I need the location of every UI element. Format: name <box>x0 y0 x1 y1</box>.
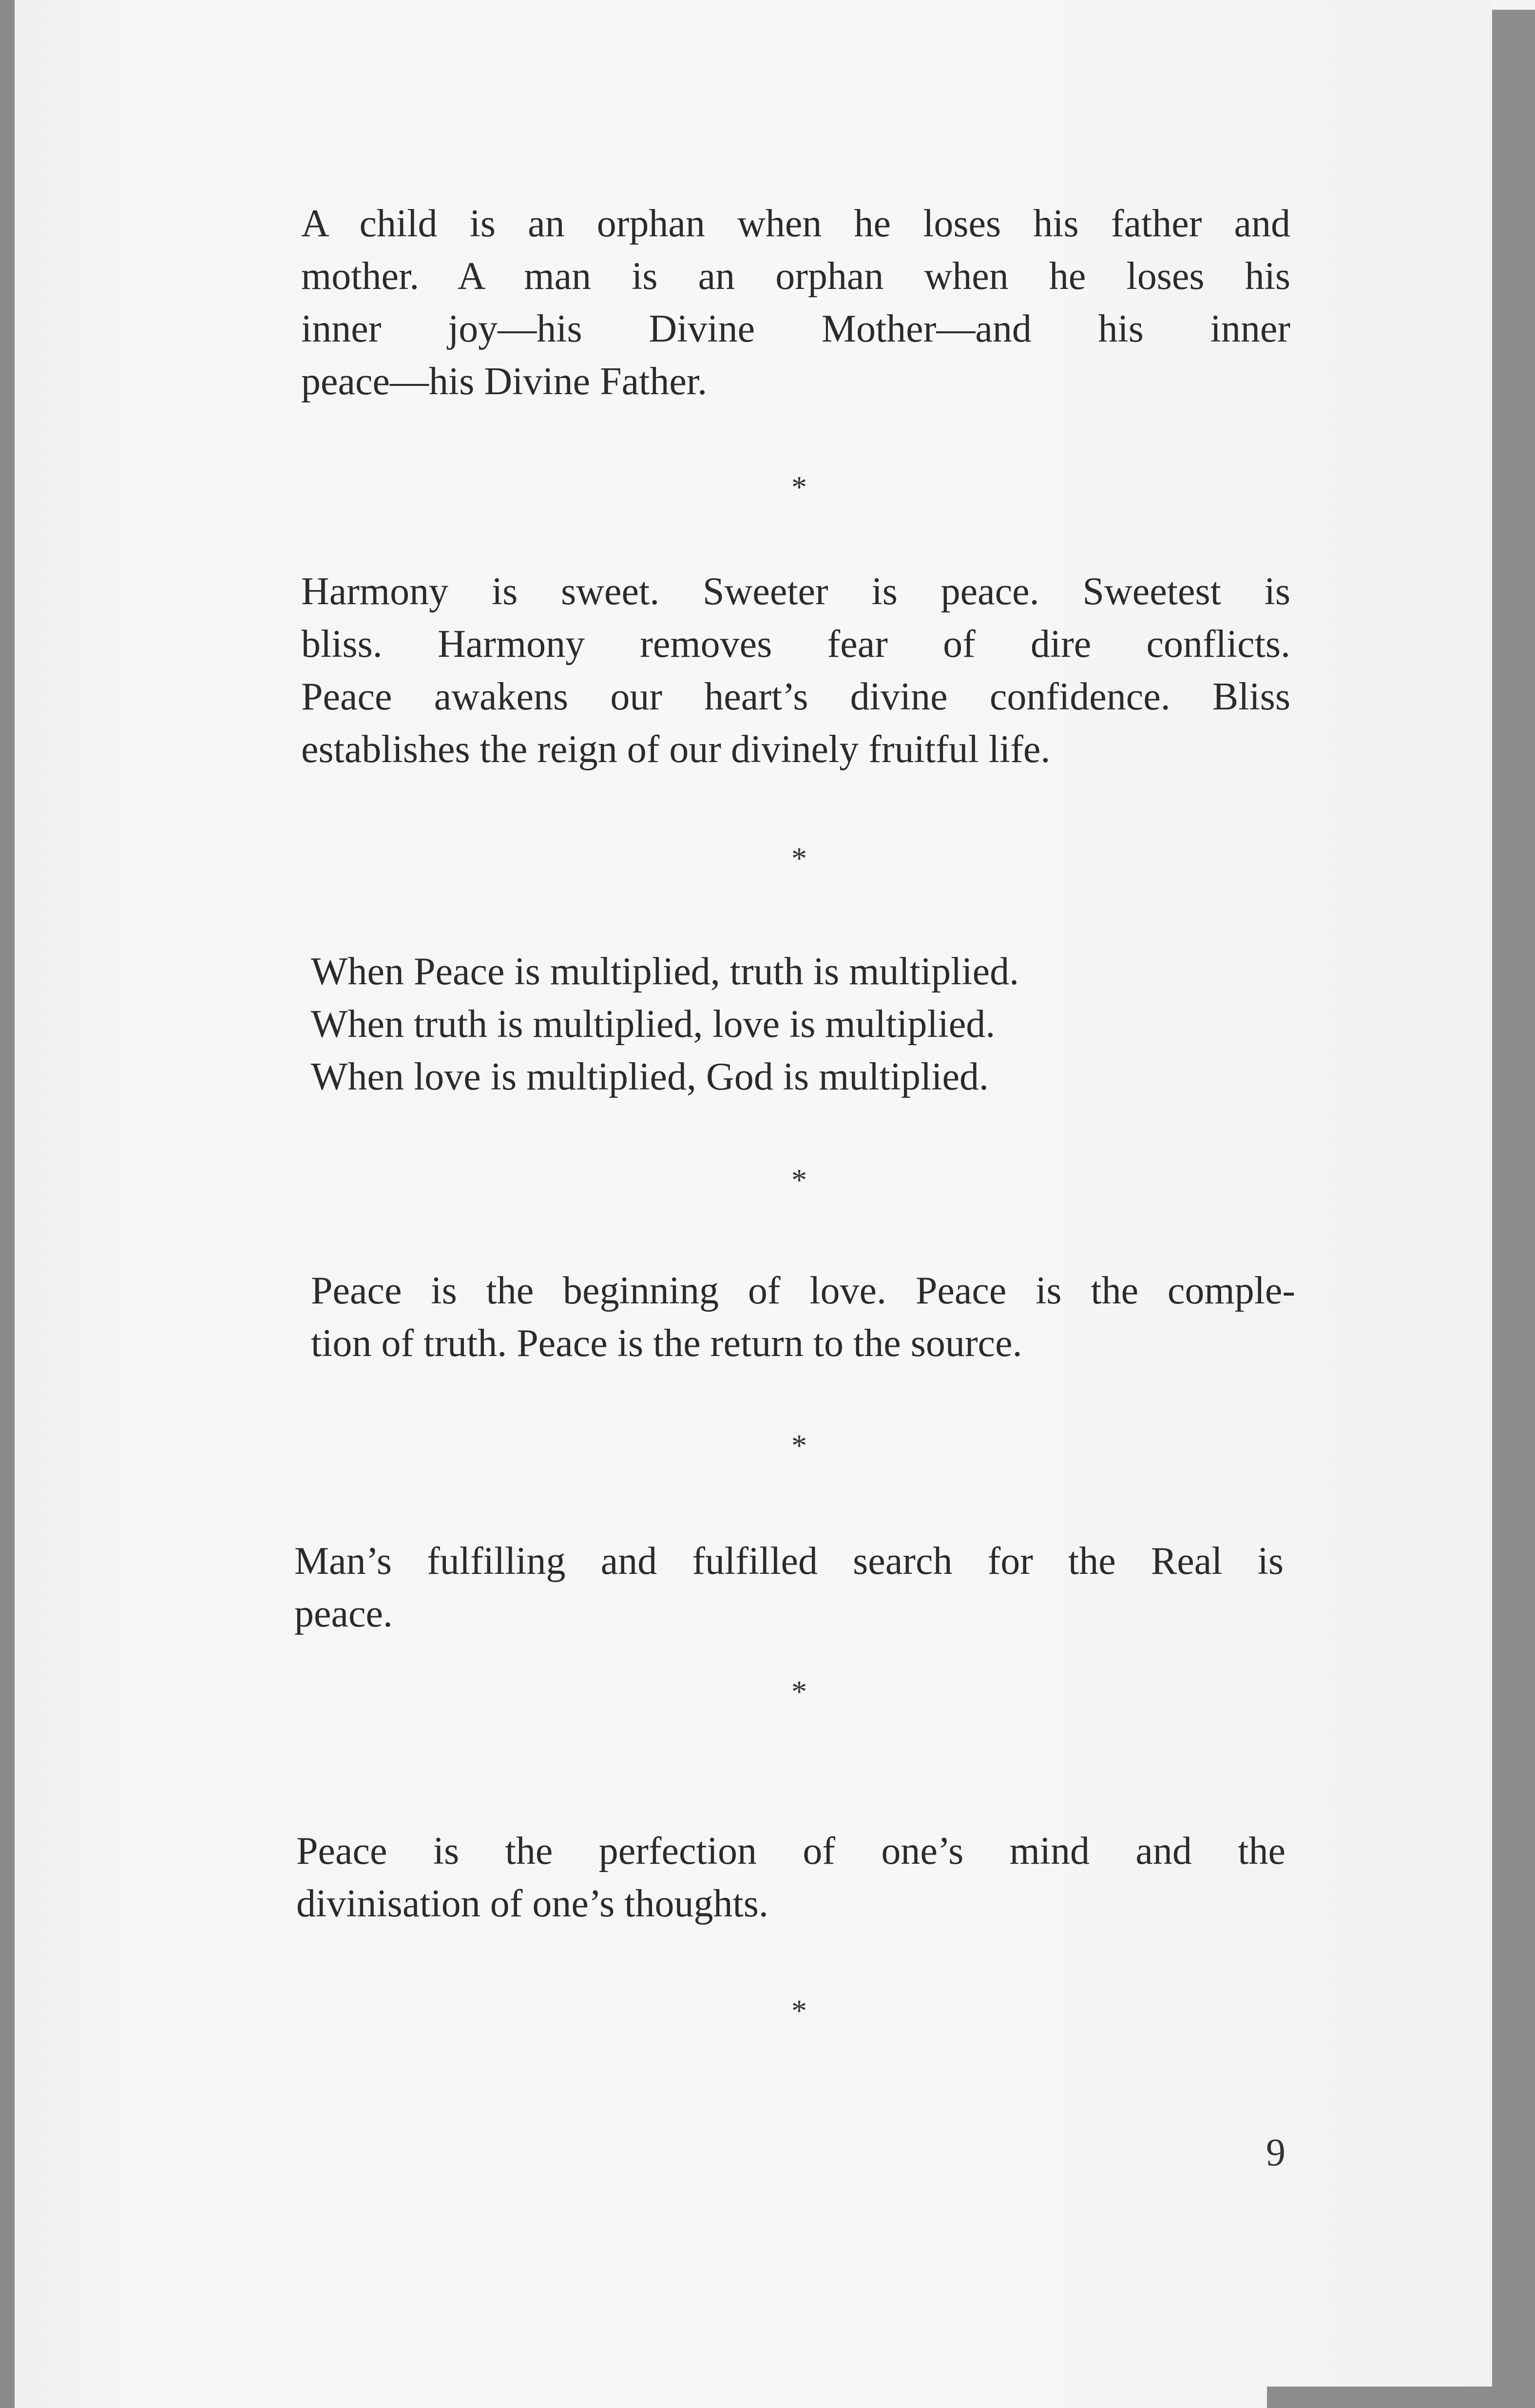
text-line: mother. A man is an orphan when he loses his <box>301 255 1290 298</box>
text-line: Man’s fulfilling and fulfilled search for the Real is <box>294 1540 1284 1583</box>
section-separator: * <box>791 1163 807 1197</box>
text-line: inner joy—his Divine Mother—and his inner <box>301 307 1290 350</box>
section-separator: * <box>791 1674 807 1709</box>
paragraph-multiplied <box>311 945 1237 1103</box>
text-line: When Peace is multiplied, truth is multiplied. <box>311 950 1019 993</box>
section-separator: * <box>791 841 807 876</box>
section-separator: * <box>791 1993 807 2028</box>
paragraph-orphan <box>301 197 1290 408</box>
text-line: Harmony is sweet. Sweeter is peace. Sweetest is <box>301 570 1290 613</box>
section-separator: * <box>791 1428 807 1463</box>
text-line: peace—his Divine Father. <box>301 360 708 403</box>
page-number: 9 <box>1266 2131 1286 2174</box>
paragraph-perfection <box>296 1825 1286 1930</box>
text-line: divinisation of one’s thoughts. <box>296 1882 768 1925</box>
text-line: Peace awakens our heart’s divine confidence. Bliss <box>301 675 1290 718</box>
scan-border-right <box>1492 10 1535 2408</box>
text-line: A child is an orphan when he loses his father and <box>301 202 1290 245</box>
book-page <box>15 0 1492 2408</box>
text-line: bliss. Harmony removes fear of dire conflicts. <box>301 623 1290 666</box>
text-line: Peace is the perfection of one’s mind and the <box>296 1830 1286 1873</box>
scan-border-bottom-right <box>1267 2387 1535 2408</box>
section-separator: * <box>791 470 807 504</box>
text-line: peace. <box>294 1592 393 1635</box>
paragraph-beginning-of-love <box>311 1264 1295 1370</box>
text-line: tion of truth. Peace is the return to the source. <box>311 1322 1022 1365</box>
scan-border-left <box>0 0 15 2408</box>
text-line: Peace is the beginning of love. Peace is the comple- <box>311 1269 1295 1312</box>
text-line: establishes the reign of our divinely fruitful life. <box>301 728 1051 771</box>
text-line: When love is multiplied, God is multiplied. <box>311 1055 989 1098</box>
paragraph-harmony <box>301 565 1290 776</box>
paragraph-search-for-real <box>294 1535 1284 1640</box>
text-line: When truth is multiplied, love is multiplied. <box>311 1003 996 1046</box>
